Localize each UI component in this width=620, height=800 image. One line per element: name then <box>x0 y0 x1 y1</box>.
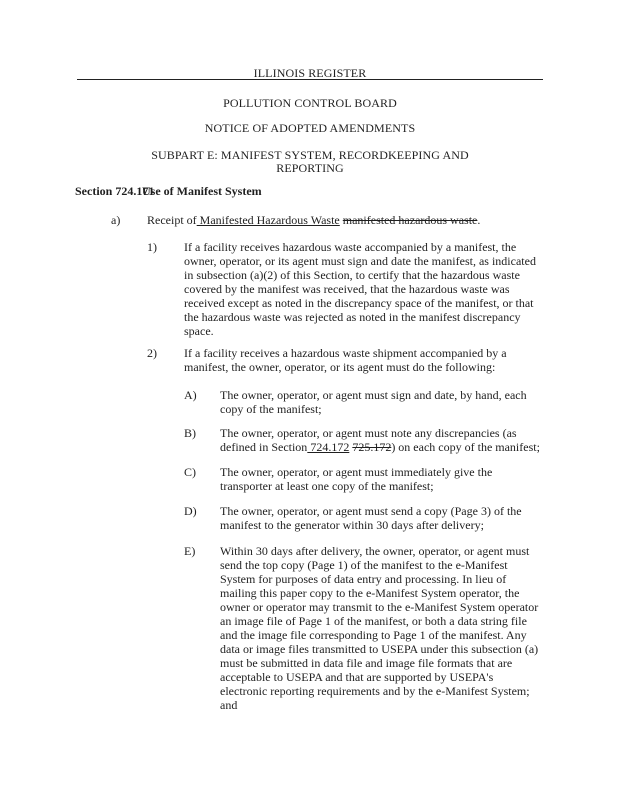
p1-line: in subsection (a)(2) of this Section, to certify that the hazardous waste <box>184 268 520 282</box>
item-A-text <box>220 388 527 416</box>
item-D-label: D) <box>184 504 197 518</box>
E-line: electronic reporting requirements and by the e-Manifest System; <box>220 684 530 698</box>
C-line: transporter at least one copy of the manifest; <box>220 479 434 493</box>
a-deleted-text: manifested hazardous waste <box>342 213 478 227</box>
E-line: Within 30 days after delivery, the owner, operator, or agent must <box>220 544 530 558</box>
B-prefix: defined in Section <box>220 440 308 454</box>
B-line: The owner, operator, or agent must note any discrepancies (as <box>220 426 517 440</box>
E-line: send the top copy (Page 1) of the manifest to the e-Manifest <box>220 558 508 572</box>
p1-line: the hazardous waste was rejected as noted in the manifest discrepancy <box>184 310 521 324</box>
E-line: System for purposes of data entry and processing. In lieu of <box>220 572 507 586</box>
E-line: data or image files transmitted to USEPA under this subsection (a) <box>220 642 539 656</box>
p1-line: If a facility receives hazardous waste accompanied by a manifest, the <box>184 240 517 254</box>
E-line: an image file of Page 1 of the manifest, or both a data string file <box>220 614 527 628</box>
p2-line: manifest, the owner, operator, or its agent must do the following: <box>184 360 496 374</box>
E-line: and <box>220 698 238 712</box>
register-title: ILLINOIS REGISTER <box>253 66 367 80</box>
D-line: The owner, operator, or agent must send a copy (Page 3) of the <box>220 504 522 518</box>
subsection-a-label: a) <box>111 213 121 227</box>
B-suffix: ) on each copy of the manifest; <box>391 440 540 454</box>
A-line: copy of the manifest; <box>220 402 322 416</box>
p1-line: owner, operator, or its agent must sign and date the manifest, as indicated <box>184 254 536 268</box>
a-prefix: Receipt of <box>147 213 197 227</box>
section-title: Use of Manifest System <box>142 184 262 198</box>
section-heading <box>75 184 262 199</box>
board-title: POLLUTION CONTROL BOARD <box>223 96 397 110</box>
a-inserted-text: Manifested Hazardous Waste <box>196 213 340 227</box>
item-B-label: B) <box>184 426 196 440</box>
paragraph-2-text <box>184 346 507 374</box>
item-C-label: C) <box>184 465 196 479</box>
paragraph-1-text <box>184 240 536 338</box>
p1-line: received except as noted in the discrepancy space of the manifest, or that <box>184 296 534 310</box>
section-number: Section 724.171 <box>75 184 155 198</box>
item-C-text <box>220 465 492 493</box>
D-line: manifest to the generator within 30 days after delivery; <box>220 518 484 532</box>
E-line: and the image file corresponding to Page 1 of the manifest. Any <box>220 628 527 642</box>
item-B-text <box>220 426 540 454</box>
header-rule <box>77 79 543 80</box>
item-D-text <box>220 504 522 532</box>
E-line: must be submitted in data file and image file formats that are <box>220 656 513 670</box>
notice-title: NOTICE OF ADOPTED AMENDMENTS <box>204 121 416 135</box>
paragraph-2-label: 2) <box>147 346 157 360</box>
B-inserted-text: 724.172 <box>307 440 350 454</box>
subsection-a-text <box>147 213 480 227</box>
C-line: The owner, operator, or agent must immediately give the <box>220 465 493 479</box>
a-suffix: . <box>477 213 481 227</box>
A-line: The owner, operator, or agent must sign and date, by hand, each <box>220 388 527 402</box>
paragraph-1-label: 1) <box>147 240 157 254</box>
p2-line: If a facility receives a hazardous waste shipment accompanied by a <box>184 346 507 360</box>
item-A-label: A) <box>184 388 197 402</box>
B-deleted-text: 725.172 <box>352 440 392 454</box>
p1-line: covered by the manifest was received, that the hazardous waste was <box>184 282 510 296</box>
E-line: acceptable to USEPA and that are supported by USEPA's <box>220 670 494 684</box>
subpart-title-line2: REPORTING <box>276 161 344 175</box>
E-line: mailing this paper copy to the e-Manifest System operator, the <box>220 586 520 600</box>
subpart-title-line1: SUBPART E: MANIFEST SYSTEM, RECORDKEEPING AND <box>151 148 469 162</box>
item-E-text <box>220 544 538 712</box>
item-E-label: E) <box>184 544 196 558</box>
p1-line: space. <box>184 324 214 338</box>
E-line: owner or operator may transmit to the e-Manifest System operator <box>220 600 539 614</box>
